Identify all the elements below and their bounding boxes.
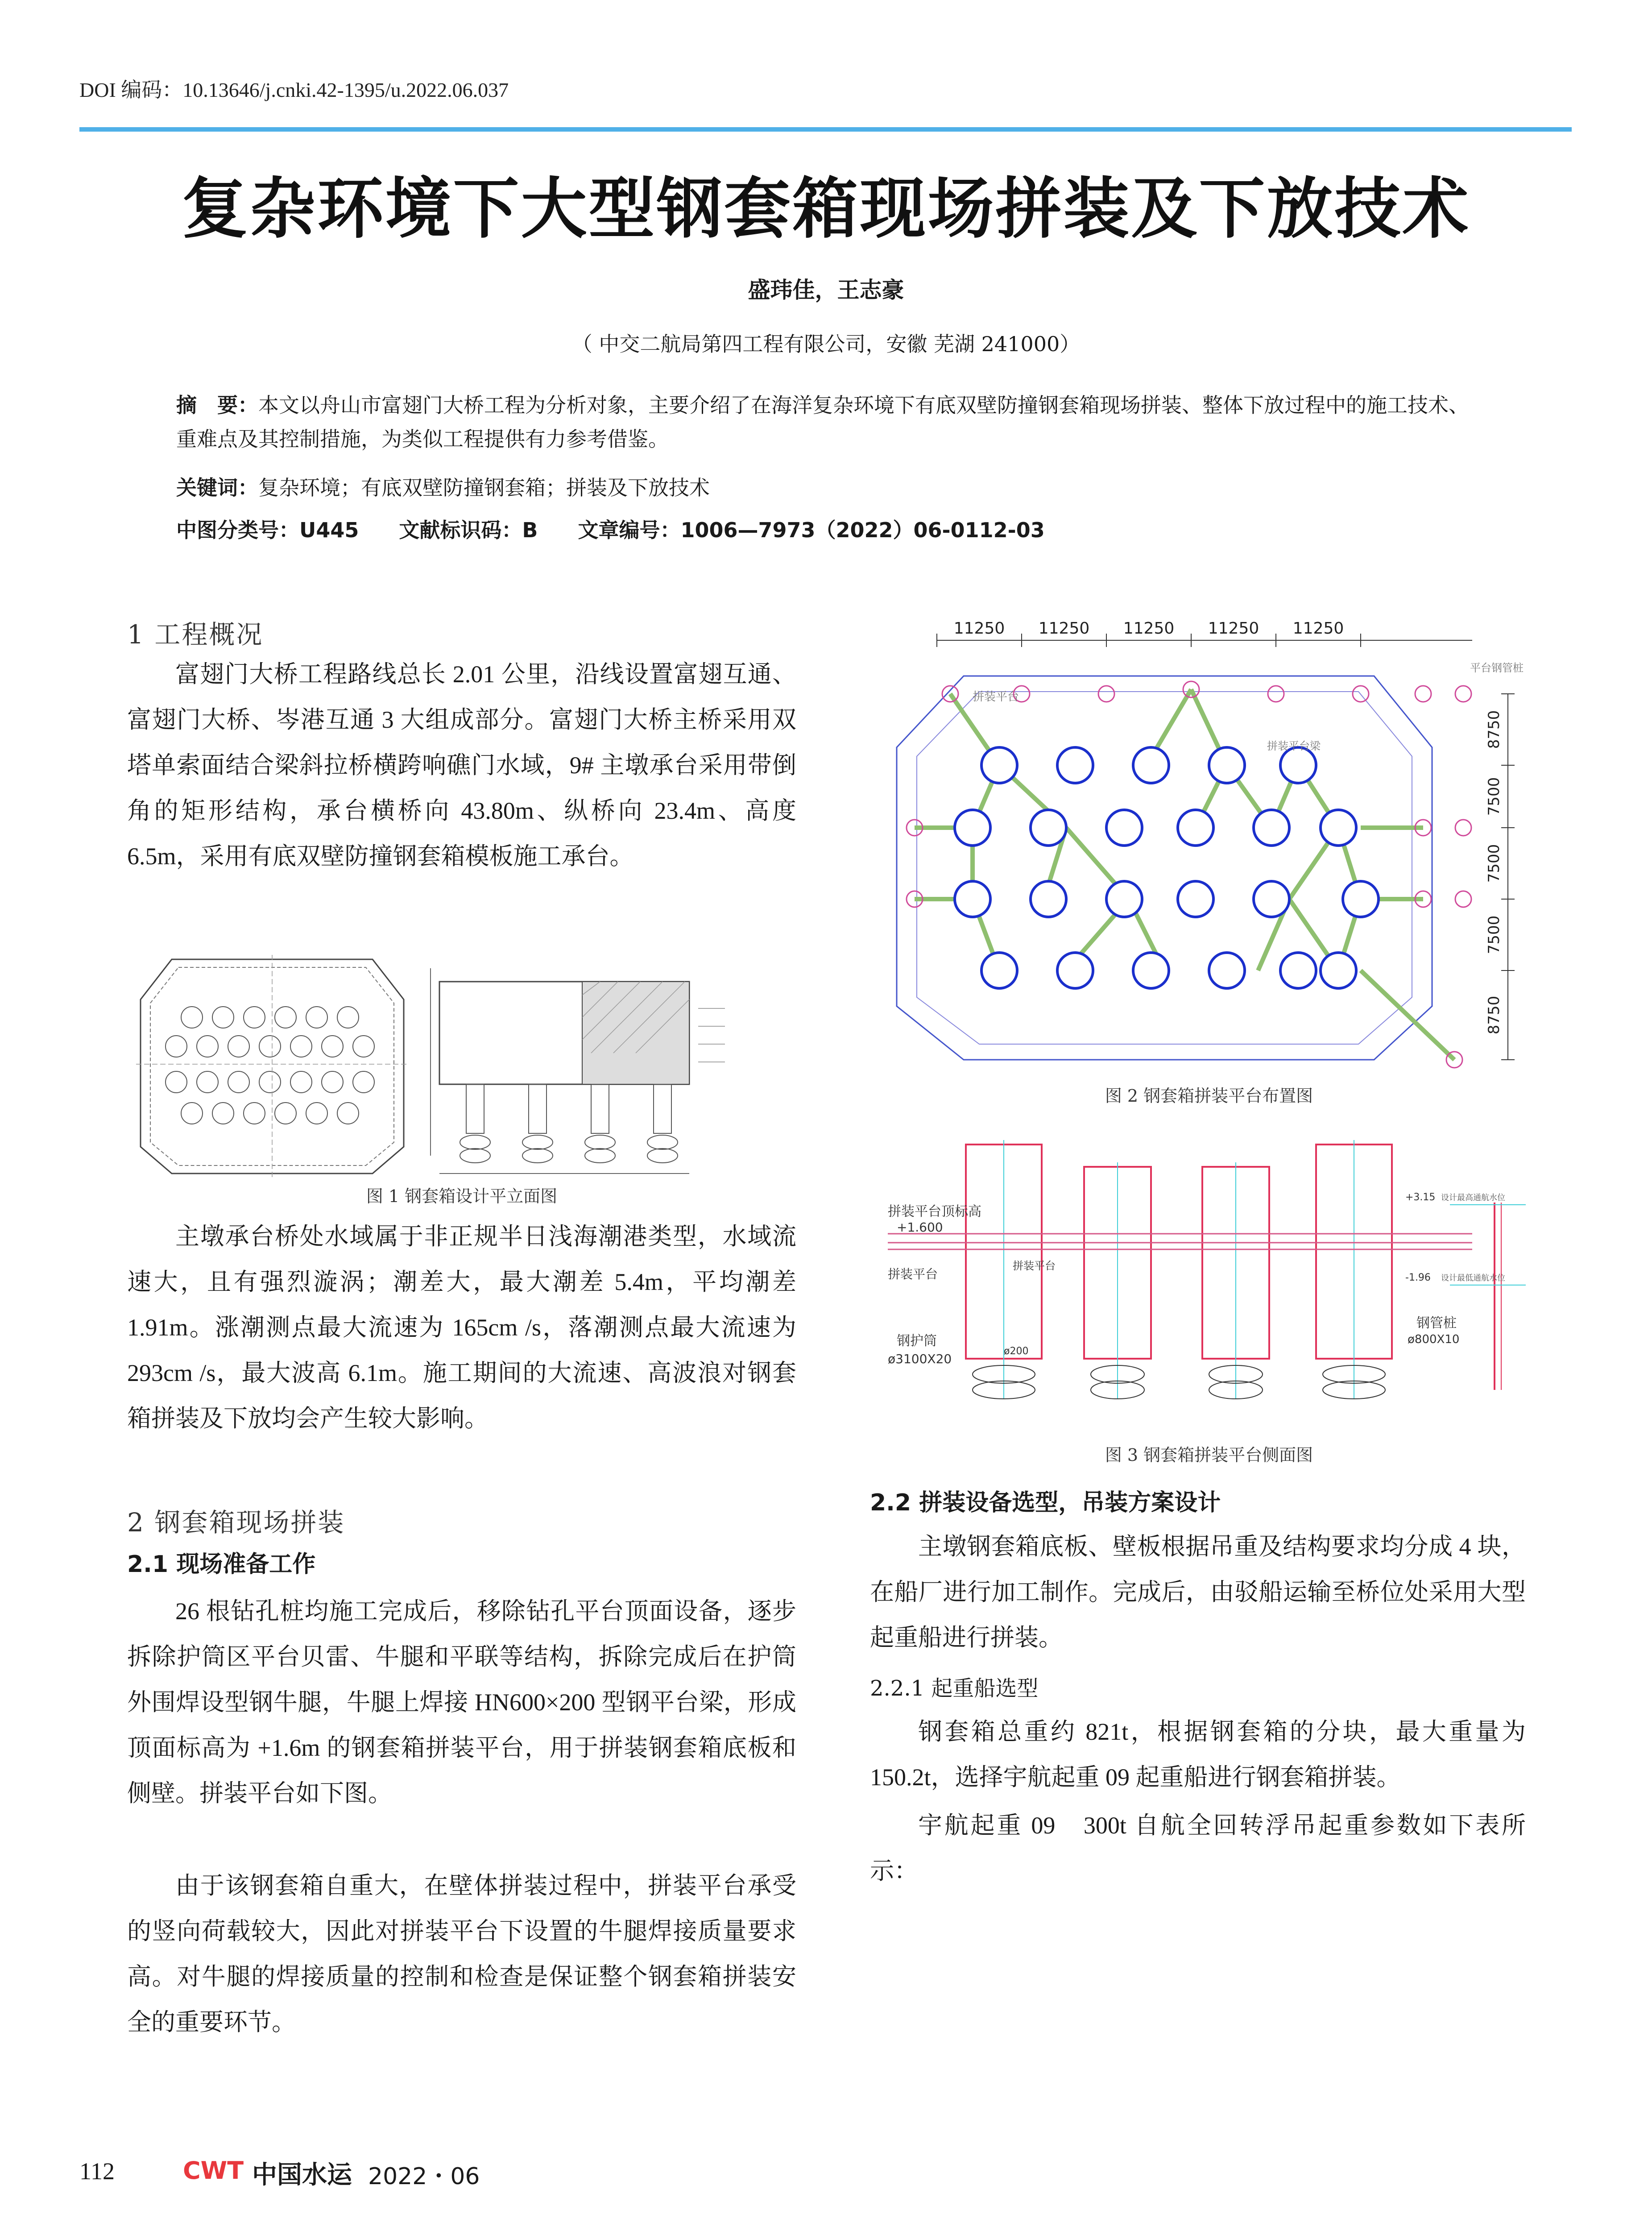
clc-code: 中图分类号：U445 [176, 518, 359, 542]
fig1-piles-elevation [460, 1084, 678, 1163]
fig2-dim-3: 11250 [1123, 619, 1175, 638]
section-2-heading: 2 钢套箱现场拼装 [127, 1507, 345, 1538]
fig3-centerlines [1004, 1140, 1354, 1399]
fig2-vdim-4: 7500 [1485, 915, 1503, 954]
fig1-elevation-section [582, 982, 689, 1084]
journal-logo: CWT [183, 2156, 244, 2185]
section-2-2-1-paragraph-2: 宇航起重 09 300t 自航全回转浮吊起重参数如下表所示： [870, 1812, 1526, 1884]
section-2-1-heading: 2.1 现场准备工作 [127, 1551, 316, 1578]
abstract-text: 本文以舟山市富翅门大桥工程为分析对象，主要介绍了在海洋复杂环境下有底双壁防撞钢套箱现场拼装、整体下放过程中的施工技术、重难点及其控制措施，为类似工程提供有力参考借鉴。 [176, 393, 1469, 451]
issue-date: 2022・06 [368, 2163, 480, 2190]
fig3-platform-beam [888, 1234, 1472, 1249]
fig2-dim-4: 11250 [1208, 619, 1259, 638]
figure-1-caption: 图 1 钢套箱设计平立面图 [366, 1186, 558, 1206]
fig3-pipe-size: ø800X10 [1408, 1333, 1460, 1346]
classification-line [176, 513, 1488, 547]
fig3-casing-size: ø3100X20 [888, 1352, 952, 1366]
section-2-1-paragraph-1: 26 根钻孔桩均施工完成后，移除钻孔平台顶面设备，逐步拆除护筒区平台贝雷、牛腿和平联等结构，拆除完成后在护筒外围焊设型钢牛腿，牛腿上焊接 HN600×200 型钢平台梁，形成顶面标高为 +1.6m 的钢套箱拼装平台，用于拼装钢套箱底板和侧壁。拼装平台如下图。 [127, 1598, 796, 1807]
figure-3-drawing [870, 1131, 1548, 1408]
fig3-label-top: 拼装平台顶标高 [888, 1204, 981, 1219]
keywords-label: 关键词： [176, 476, 258, 500]
fig2-vdim-1: 8750 [1485, 710, 1503, 749]
page-number: 112 [79, 2158, 115, 2185]
figure-2-caption: 图 2 钢套箱拼装平台布置图 [1105, 1086, 1313, 1106]
fig2-dim-1: 11250 [953, 619, 1005, 638]
fig2-label-platform: 拼装平台 [973, 690, 1019, 704]
fig2-steel-pipe-piles [907, 681, 1471, 1068]
header-rule [79, 127, 1572, 132]
fig3-elev: +1.600 [897, 1220, 943, 1235]
fig2-label-pipe-piles: 平台钢管桩 [1470, 662, 1524, 674]
keywords [176, 471, 1488, 505]
section-1-paragraph-1: 富翅门大桥工程路线总长 2.01 公里，沿线设置富翅互通、富翅门大桥、岑港互通 3 大组成部分。富翅门大桥主桥采用双塔单索面结合梁斜拉桥横跨响礁门水域，9# 主墩承台采用带倒角的矩形结构，承台横桥向 43.80m、纵桥向 23.4m、高度 6.5m，采用有底双壁防撞钢套箱模板施工承台。 [127, 661, 796, 870]
fig3-pile-tips [973, 1365, 1385, 1399]
journal-name: 中国水运 [252, 2160, 352, 2190]
fig2-dim-2: 11250 [1038, 619, 1090, 638]
doi-line: DOI 编码：10.13646/j.cnki.42-1395/u.2022.06.037 [79, 79, 509, 101]
fig2-platform-beams [915, 689, 1454, 1060]
fig3-elev-high: +3.15 [1405, 1192, 1436, 1203]
article-title: 复杂环境下大型钢套箱现场拼装及下放技术 [182, 170, 1470, 247]
authors: 盛玮佳，王志豪 [748, 277, 904, 303]
section-2-2-1-heading: 2.2.1 起重船选型 [870, 1676, 1039, 1701]
abstract [176, 388, 1488, 456]
fig3-casings [966, 1145, 1392, 1359]
fig3-label-platform: 拼装平台 [888, 1267, 938, 1281]
keywords-text: 复杂环境；有底双壁防撞钢套箱；拼装及下放技术 [258, 476, 710, 500]
abstract-label: 摘 要： [176, 393, 258, 417]
section-1-paragraph-2: 主墩承台桥处水域属于非正规半日浅海潮港类型，水域流速大，且有强烈漩涡；潮差大，最大潮差 5.4m，平均潮差 1.91m。涨潮测点最大流速为 165cm /s，落潮测点最大流速为 293cm /s，最大波高 6.1m。施工期间的大流速、高波浪对钢套箱拼装及下放均会产生较大影响。 [127, 1223, 796, 1432]
section-1-heading: 1 工程概况 [127, 619, 264, 650]
fig3-dim: ø200 [1004, 1346, 1029, 1357]
fig2-hull-inner [917, 692, 1412, 1044]
figure-1-drawing [127, 950, 799, 1182]
article-number: 文章编号：1006—7973（2022）06-0112-03 [578, 518, 1045, 542]
fig2-vdim-5: 8750 [1485, 995, 1503, 1035]
fig1-pile-grid [166, 1007, 374, 1124]
affiliation: （ 中交二航局第四工程有限公司，安徽 芜湖 241000） [571, 332, 1081, 356]
fig3-note-high: 设计最高通航水位 [1441, 1193, 1505, 1203]
fig2-vdim-2: 7500 [1485, 777, 1503, 816]
fig2-label-beam: 拼装平台梁 [1267, 740, 1321, 752]
fig3-label-casing: 钢护筒 [897, 1333, 937, 1349]
fig2-dim-5: 11250 [1292, 619, 1344, 638]
fig2-vdim-3: 7500 [1485, 844, 1503, 883]
fig3-label-platform-inner: 拼装平台 [1013, 1260, 1056, 1272]
fig3-elev-low: -1.96 [1405, 1272, 1431, 1283]
section-2-2-paragraph: 主墩钢套箱底板、壁板根据吊重及结构要求均分成 4 块，在船厂进行加工制作。完成后，由驳船运输至桥位处采用大型起重船进行拼装。 [870, 1533, 1526, 1651]
figure-3-caption: 图 3 钢套箱拼装平台侧面图 [1105, 1445, 1313, 1465]
doc-code: 文献标识码：B [399, 518, 538, 542]
fig3-label-pipe: 钢管桩 [1416, 1315, 1457, 1331]
section-2-2-heading: 2.2 拼装设备选型，吊装方案设计 [870, 1489, 1221, 1516]
section-2-1-paragraph-2: 由于该钢套箱自重大，在壁体拼装过程中，拼装平台承受的竖向荷载较大，因此对拼装平台下设置的牛腿焊接质量要求高。对牛腿的焊接质量的控制和检查是保证整个钢套箱拼装安全的重要环节。 [127, 1872, 796, 2036]
fig3-note-low: 设计最低通航水位 [1441, 1273, 1505, 1283]
figure-2-drawing [870, 614, 1548, 1082]
section-2-2-1-paragraph-1: 钢套箱总重约 821t，根据钢套箱的分块，最大重量为 150.2t，选择宇航起重 09 起重船进行钢套箱拼装。 [870, 1718, 1526, 1791]
